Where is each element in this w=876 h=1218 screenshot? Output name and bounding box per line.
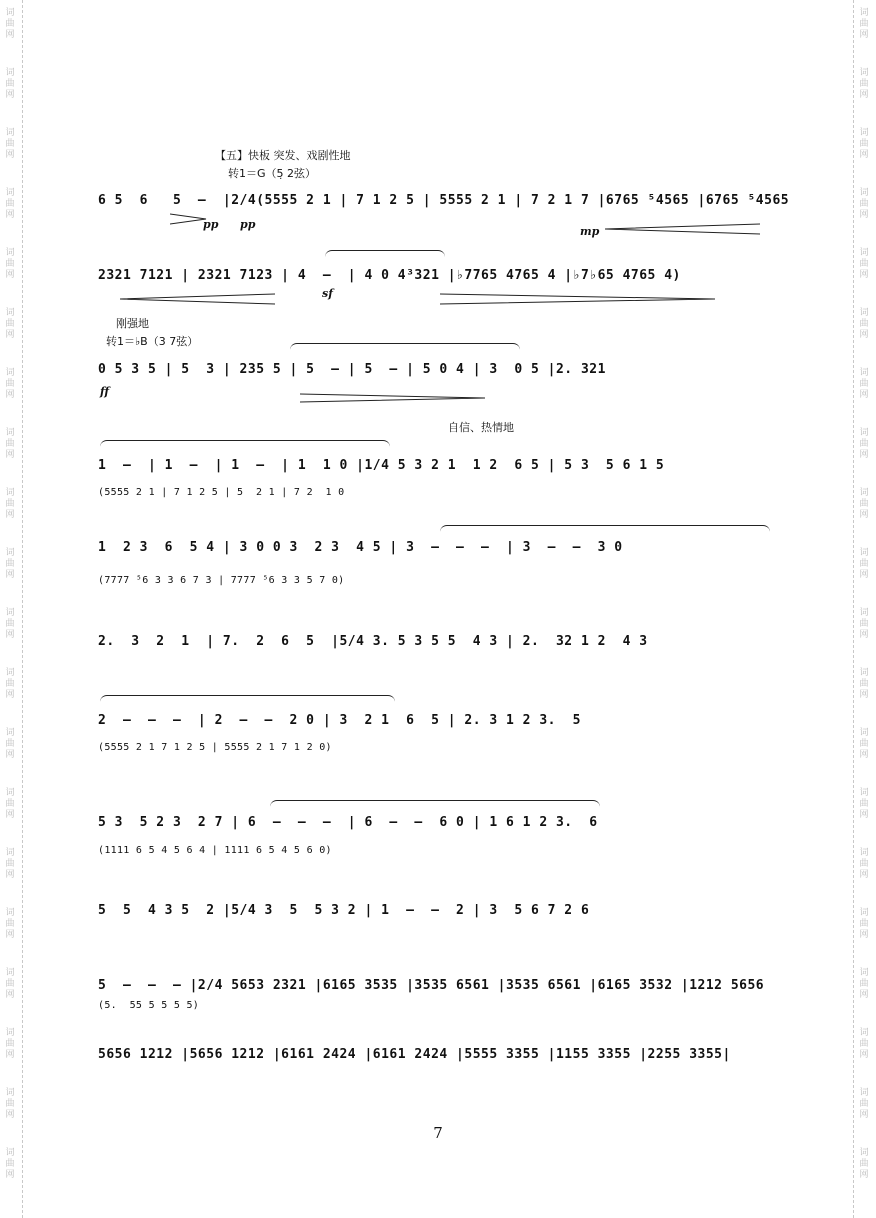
watermark-text: 词 曲 网 bbox=[859, 68, 869, 100]
dynamic-pp: pp bbox=[203, 218, 219, 231]
key-change-1: 转1＝G（5̣ 2弦） bbox=[228, 167, 317, 180]
watermark-text: 词 曲 网 bbox=[859, 548, 869, 580]
watermark-text: 词 曲 网 bbox=[859, 788, 869, 820]
score-line-11: 5656 1212 |5656 1212 |6161 2424 |6161 2424 |5555 3355 |1155 3355 |2255 3355| bbox=[98, 1047, 731, 1062]
accompaniment-line-7: (5555 2 1 7 1 2 5 | 5555 2 1 7 1 2 0) bbox=[98, 742, 332, 753]
watermark-text: 词 曲 网 bbox=[859, 128, 869, 160]
watermark-text: 词 曲 网 bbox=[859, 8, 869, 40]
tie-mark bbox=[100, 695, 395, 702]
crescendo-hairpin bbox=[120, 292, 280, 306]
watermark-text: 词 曲 网 bbox=[5, 1088, 15, 1120]
section-heading: 【五】快板 突发、戏剧性地 bbox=[215, 149, 351, 162]
watermark-text: 词 曲 网 bbox=[859, 248, 869, 280]
watermark-text: 词 曲 网 bbox=[5, 608, 15, 640]
watermark-text: 词 曲 网 bbox=[859, 608, 869, 640]
tie-mark bbox=[440, 525, 770, 532]
watermark-text: 词 曲 网 bbox=[859, 1148, 869, 1180]
crescendo-hairpin bbox=[605, 222, 765, 236]
score-line-6: 2. 3 2 1 | 7. 2 6 5 |5/4 3. 5 3 5 5 4 3 | 2. 32 1 2 4 3 bbox=[98, 634, 648, 649]
watermark-text: 词 曲 网 bbox=[5, 368, 15, 400]
score-line-10: 5 – – – |2/4 5653 2321 |6165 3535 |3535 6561 |3535 6561 |6165 3532 |1212 5656 bbox=[98, 978, 765, 993]
watermark-text: 词 曲 网 bbox=[5, 8, 15, 40]
dynamic-mp: mp bbox=[580, 225, 600, 238]
watermark-text: 词 曲 网 bbox=[5, 428, 15, 460]
dynamic-ff: ff bbox=[100, 385, 110, 398]
watermark-text: 词 曲 网 bbox=[859, 308, 869, 340]
dynamic-pp: pp bbox=[240, 218, 256, 231]
watermark-text: 词 曲 网 bbox=[859, 908, 869, 940]
accompaniment-line-4: (5555 2 1 | 7 1 2 5 | 5 2 1 | 7 2 1 0 bbox=[98, 487, 345, 498]
watermark-text: 词 曲 网 bbox=[5, 1148, 15, 1180]
watermark-text: 词 曲 网 bbox=[5, 848, 15, 880]
accompaniment-line-8: (1111 6 5 4 5 6 4 | 1111 6 5 4 5 6 0) bbox=[98, 845, 332, 856]
right-watermark-strip bbox=[853, 0, 876, 1218]
watermark-text: 词 曲 网 bbox=[5, 188, 15, 220]
decrescendo-hairpin bbox=[170, 212, 210, 226]
score-line-8: 5 3 5 2 3 2 7 | 6 – – – | 6 – – 6 0 | 1 6 1 2 3. 6 bbox=[98, 815, 598, 830]
page-number: 7 bbox=[433, 1124, 443, 1142]
crescendo-hairpin bbox=[440, 292, 720, 306]
key-change-2: 转1＝♭B（3 7弦） bbox=[106, 335, 199, 348]
score-line-3: 0 5 3 5 | 5 3 | 235 5 | 5 – | 5 – | 5 0 4 | 3 0 5 |2. 321 bbox=[98, 362, 606, 377]
tempo-marking-3: 自信、热情地 bbox=[448, 421, 514, 434]
watermark-text: 词 曲 网 bbox=[5, 1028, 15, 1060]
watermark-text: 词 曲 网 bbox=[5, 248, 15, 280]
watermark-text: 词 曲 网 bbox=[859, 368, 869, 400]
watermark-text: 词 曲 网 bbox=[5, 548, 15, 580]
watermark-text: 词 曲 网 bbox=[5, 68, 15, 100]
watermark-text: 词 曲 网 bbox=[859, 668, 869, 700]
score-line-9: 5 5 4 3 5 2 |5/4 3 5 5 3 2 | 1 – – 2 | 3 5 6 7 2 6 bbox=[98, 903, 590, 918]
watermark-text: 词 曲 网 bbox=[859, 1088, 869, 1120]
watermark-text: 词 曲 网 bbox=[859, 728, 869, 760]
watermark-text: 词 曲 网 bbox=[5, 968, 15, 1000]
score-line-1: 6 5 6 5 – |2/4(5555 2 1 | 7 1 2 5 | 5555 2 1 | 7 2 1 7 |6765 ⁵4565 |6765 ⁵4565 bbox=[98, 193, 790, 208]
watermark-text: 词 曲 网 bbox=[5, 128, 15, 160]
crescendo-hairpin bbox=[300, 392, 490, 404]
watermark-text: 词 曲 网 bbox=[859, 188, 869, 220]
watermark-text: 词 曲 网 bbox=[5, 788, 15, 820]
watermark-text: 词 曲 网 bbox=[5, 308, 15, 340]
watermark-text: 词 曲 网 bbox=[859, 968, 869, 1000]
score-line-5: 1 2 3 6 5 4 | 3 0 0 3 2 3 4 5 | 3 – – – | 3 – – 3 0 bbox=[98, 540, 623, 555]
watermark-text: 词 曲 网 bbox=[5, 908, 15, 940]
tie-mark bbox=[100, 440, 390, 447]
left-watermark-strip bbox=[0, 0, 23, 1218]
watermark-text: 词 曲 网 bbox=[5, 668, 15, 700]
watermark-text: 词 曲 网 bbox=[5, 728, 15, 760]
watermark-text: 词 曲 网 bbox=[859, 488, 869, 520]
watermark-text: 词 曲 网 bbox=[859, 1028, 869, 1060]
accompaniment-line-10: (5. 55 5 5 5 5) bbox=[98, 1000, 200, 1011]
tie-mark bbox=[290, 343, 520, 350]
accompaniment-line-5: (7777 ⁵6 3 3 6 7 3 | 7777 ⁵6 3 3 5 7 0) bbox=[98, 575, 345, 586]
watermark-text: 词 曲 网 bbox=[859, 848, 869, 880]
tie-mark bbox=[325, 250, 445, 257]
score-line-2: 2321 7121 | 2321 7123 | 4 – | 4 0 4³321 |♭7765 4765 4 |♭7♭65 4765 4) bbox=[98, 268, 681, 283]
watermark-text: 词 曲 网 bbox=[5, 488, 15, 520]
score-line-4: 1 – | 1 – | 1 – | 1 1 0 |1/4 5 3 2 1 1 2 6 5 | 5 3 5 6 1 5 bbox=[98, 458, 665, 473]
score-line-7: 2 – – – | 2 – – 2 0 | 3 2 1 6 5 | 2. 3 1 2 3. 5 bbox=[98, 713, 581, 728]
tie-mark bbox=[270, 800, 600, 807]
dynamic-sf: sf bbox=[322, 287, 333, 300]
tempo-marking-2: 刚强地 bbox=[116, 317, 149, 330]
watermark-text: 词 曲 网 bbox=[859, 428, 869, 460]
